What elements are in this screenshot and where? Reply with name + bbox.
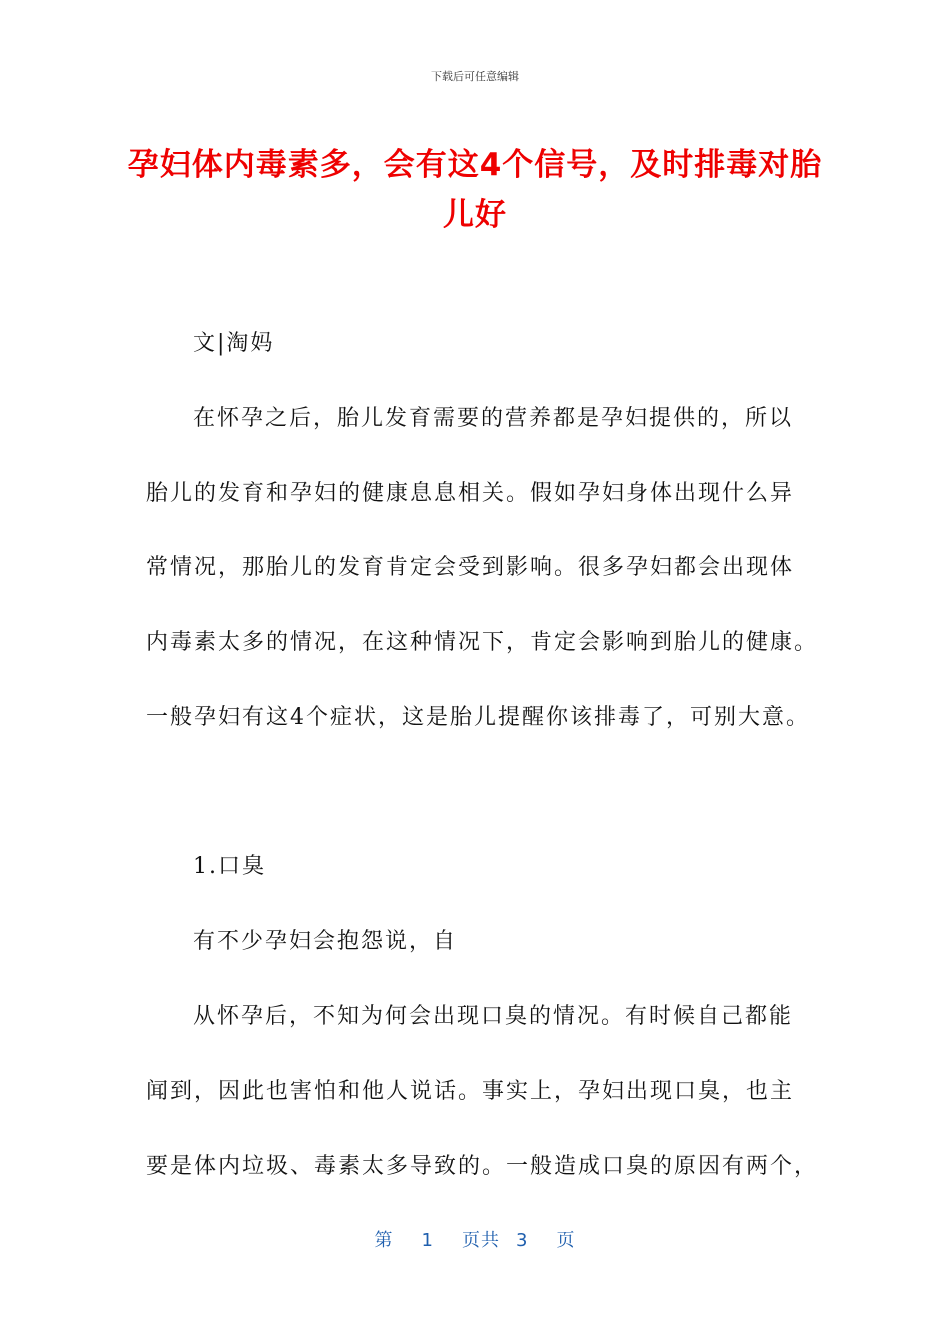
paragraph-line: 从怀孕后，不知为何会出现口臭的情况。有时候自己都能 [193,1004,794,1029]
paragraph-line: 胎儿的发育和孕妇的健康息息相关。假如孕妇身体出现什么异 [146,481,795,506]
document-title: 孕妇体内毒素多，会有这4个信号，及时排毒对胎儿好 [127,147,823,233]
paragraph-line: 有不少孕妇会抱怨说，自 [193,929,458,954]
byline: 文|淘妈 [193,331,275,356]
paragraph-line: 闻到，因此也害怕和他人说话。事实上，孕妇出现口臭，也主 [146,1079,795,1104]
page-suffix: 页 [556,1230,576,1251]
page-footer [0,1226,950,1252]
paragraph-line: 常情况，那胎儿的发育肯定会受到影响。很多孕妇都会出现体 [146,555,795,580]
paragraph-line: 一般孕妇有这4个症状，这是胎儿提醒你该排毒了，可别大意。 [146,705,810,730]
page-prefix: 第 [374,1230,394,1251]
header-note: 下载后可任意编辑 [431,70,519,83]
current-page-number: 1 [421,1230,434,1251]
paragraph-line: 内毒素太多的情况，在这种情况下，肯定会影响到胎儿的健康。 [146,630,819,655]
total-pages-number: 3 [516,1230,529,1251]
section-heading: 1.口臭 [193,854,266,879]
paragraph-line: 要是体内垃圾、毒素太多导致的。一般造成口臭的原因有两个， [146,1154,819,1179]
page-mid-label: 页共 [462,1230,500,1251]
paragraph-line: 在怀孕之后，胎儿发育需要的营养都是孕妇提供的，所以 [193,406,794,431]
